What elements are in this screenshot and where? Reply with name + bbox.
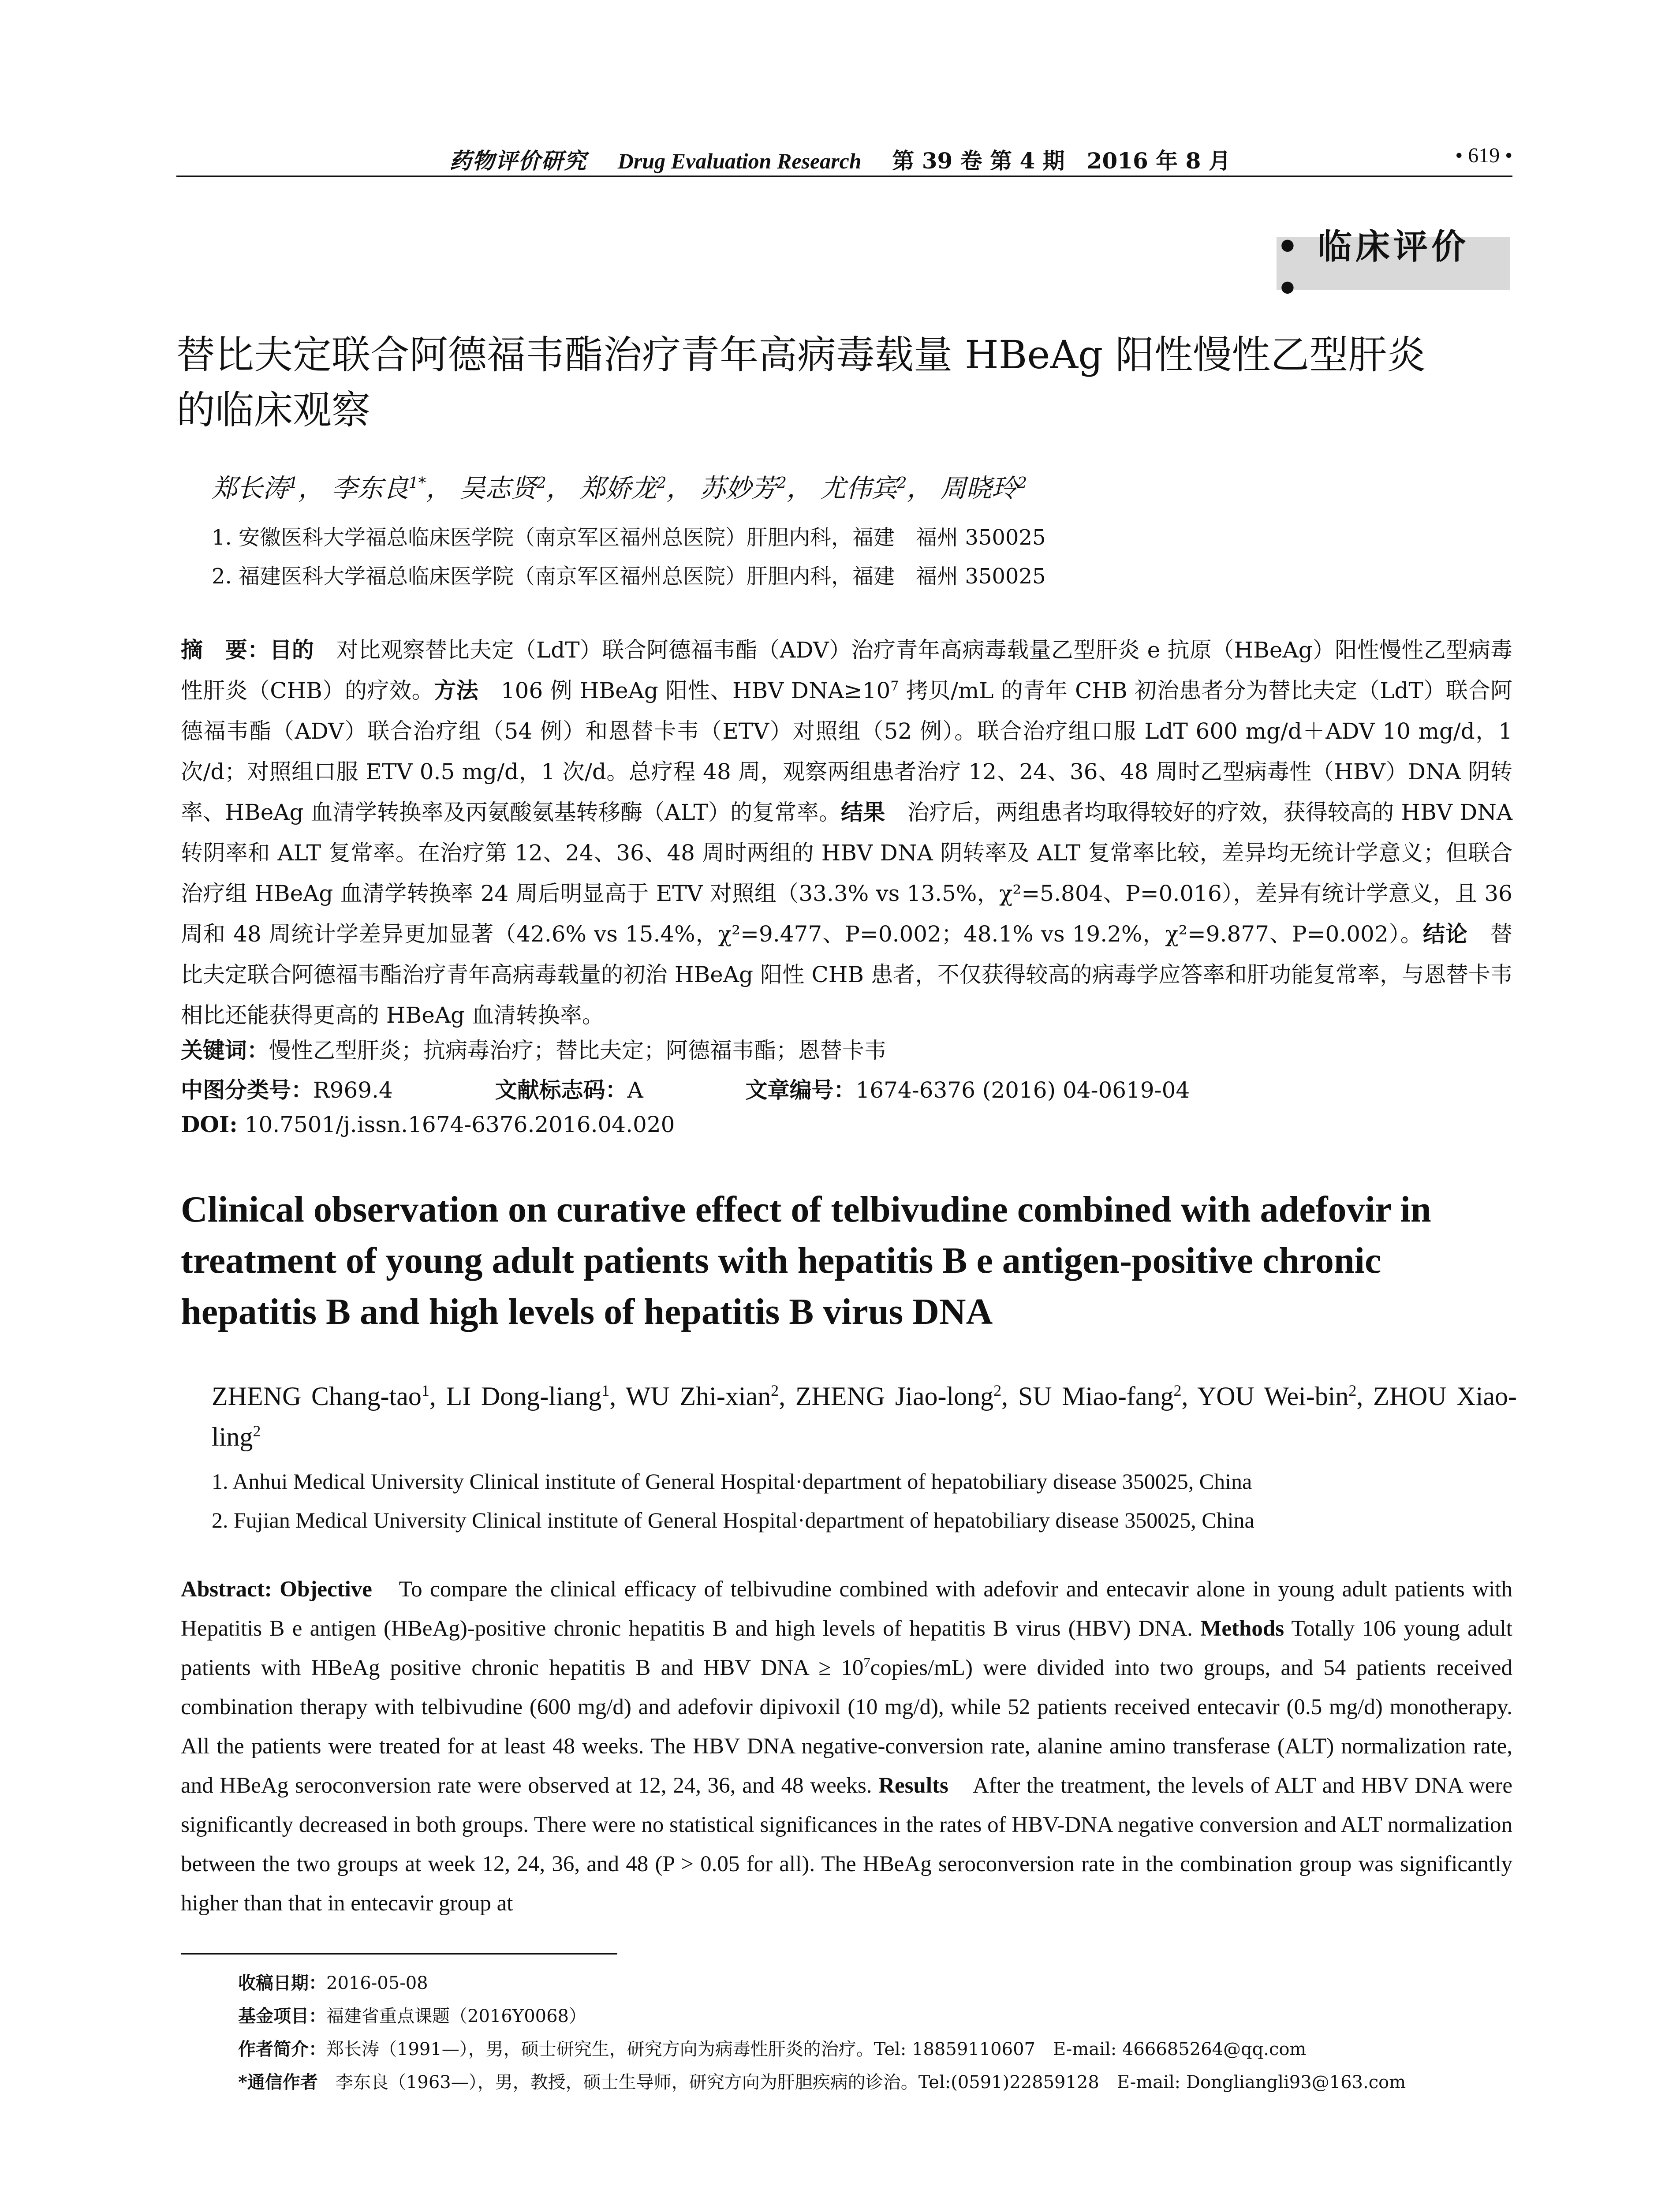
en-title bbox=[181, 1184, 1526, 1338]
running-header bbox=[0, 143, 1680, 175]
classification-row: 中图分类号：R969.4 文献标志码：A 文章编号：1674-6376 (2016) 04-0619-04 bbox=[181, 1077, 1190, 1103]
header-rule bbox=[176, 176, 1512, 177]
cn-title-line: 替比夫定联合阿德福韦酯治疗青年高病毒载量 HBeAg 阳性慢性乙型肝炎 bbox=[176, 332, 1426, 377]
en-affiliation: 2. Fujian Medical University Clinical institute of General Hospital·department of hepatobiliary disease 350025, China bbox=[212, 1508, 1254, 1532]
section-tag: • 临床评价 • bbox=[1277, 237, 1510, 290]
journal-name-en: Drug Evaluation Research bbox=[617, 149, 862, 173]
footnote-rule bbox=[181, 1953, 617, 1955]
footnote-received: 收稿日期：2016-05-08 bbox=[238, 1973, 428, 1993]
cn-title-line: 的临床观察 bbox=[176, 387, 371, 433]
cn-affiliation: 2. 福建医科大学福总临床医学院（南京军区福州总医院）肝胆内科，福建 福州 350025 bbox=[212, 564, 1046, 589]
journal-logo: 药物评价研究 bbox=[449, 148, 587, 174]
author: 周晓玲 bbox=[940, 473, 1017, 503]
doi: DOI: 10.7501/j.issn.1674-6376.2016.04.020 bbox=[181, 1111, 675, 1137]
en-title-line: hepatitis B and high levels of hepatitis B virus DNA bbox=[181, 1291, 993, 1332]
footnote-fund: 基金项目：福建省重点课题（2016Y0068） bbox=[238, 2006, 586, 2026]
keywords: 关键词：慢性乙型肝炎；抗病毒治疗；替比夫定；阿德福韦酯；恩替卡韦 bbox=[181, 1037, 886, 1063]
issue-info: 第 39 卷 第 4 期 2016 年 8 月 bbox=[892, 148, 1231, 174]
author: 苏妙芳 bbox=[700, 473, 777, 503]
en-abstract: Abstract: Objective To compare the clinical efficacy of telbivudine combined with adefovir and entecavir alone in young adult patients with Hepatitis B e antigen (HBeAg)-positive chronic hepatitis B and high levels of hepatitis B virus (HBV) DNA. Methods Totally 106 young adult patients with HBeAg positive chronic hepatitis B and HBV DNA ≥ $10^7copies/mL$) were divided into two groups, and 54 patients received combination therapy with telbivudine (600 mg/d) and adefovir dipivoxil (10 mg/d), while 52 patients received entecavir (0.5 mg/d) monotherapy. All the patients were treated for at least 48 weeks. The HBV DNA negative-conversion rate, alanine amino transferase (ALT) normalization rate, and HBeAg seroconversion rate were observed at 12, 24, 36, and 48 weeks. Results After the treatment, the levels of ALT and HBV DNA were significantly decreased in both groups. There were no statistical significances in the rates of HBV-DNA negative conversion and ALT normalization between the two groups at week 12, 24, 36, and 48 (P > 0.05 for all). The HBeAg seroconversion rate in the combination group was significantly higher than that in entecavir group at bbox=[181, 1577, 1512, 1916]
author: 郑长涛 bbox=[212, 473, 289, 503]
author: 李东良 bbox=[332, 473, 409, 503]
en-authors: ZHENG Chang-tao$^1$, LI Dong-liang$^1$, WU Zhi-xian$^2$, ZHENG Jiao-long$^2$, SU Miao-fang$^2$, YOU Wei-bin$^2$, ZHOU Xiao-ling$^2$ bbox=[212, 1382, 1517, 1451]
en-affiliation: 1. Anhui Medical University Clinical institute of General Hospital·department of hepatobiliary disease 350025, China bbox=[212, 1469, 1252, 1494]
author: 郑娇龙 bbox=[580, 473, 657, 503]
cn-abstract: 摘 要：目的 对比观察替比夫定（LdT）联合阿德福韦酯（ADV）治疗青年高病毒载量乙型肝炎 e 抗原（HBeAg）阳性慢性乙型病毒性肝炎（CHB）的疗效。方法 106 例 HBeAg 阳性、HBV $DNA\ge 10^7$ 拷贝/mL 的青年 CHB 初治患者分为替比夫定（LdT）联合阿德福韦酯（ADV）联合治疗组（54 例）和恩替卡韦（ETV）对照组（52 例）。联合治疗组口服 LdT 600 mg/d＋ADV 10 mg/d，1 次/d；对照组口服 ETV 0.5 mg/d，1 次/d。总疗程 48 周，观察两组患者治疗 12、24、36、48 周时乙型病毒性（HBV）DNA 阴转率、HBeAg 血清学转换率及丙氨酸氨基转移酶（ALT）的复常率。结果 治疗后，两组患者均取得较好的疗效，获得较高的 HBV DNA 转阴率和 ALT 复常率。在治疗第 12、24、36、48 周时两组的 HBV DNA 阴转率及 ALT 复常率比较，差异均无统计学意义；但联合治疗组 HBeAg 血清学转换率 24 周后明显高于 ETV 对照组（33.3% vs 13.5%，χ²=5.804、P=0.016），差异有统计学意义，且 36 周和 48 周统计学差异更加显著（42.6% vs 15.4%，χ²=9.477、P=0.002；48.1% vs 19.2%，χ²=9.877、P=0.002）。结论 替比夫定联合阿德福韦酯治疗青年高病毒载量的初治 HBeAg 阳性 CHB 患者，不仅获得较高的病毒学应答率和肝功能复常率，与恩替卡韦相比还能获得更高的 HBeAg 血清转换率。 bbox=[181, 637, 1513, 1028]
author: 吴志贤 bbox=[459, 473, 537, 503]
cn-affiliation: 1. 安徽医科大学福总临床医学院（南京军区福州总医院）肝胆内科，福建 福州 350025 bbox=[212, 525, 1046, 550]
cn-title bbox=[176, 327, 1521, 437]
cn-authors: 郑长涛$^1$， 李东良$^{1*}$， 吴志贤$^2$， 郑娇龙$^2$， 苏妙芳$^2$， 尤伟宾$^2$， 周晓玲$^2$ bbox=[212, 473, 1027, 503]
author: 尤伟宾 bbox=[820, 473, 897, 503]
en-title-line: Clinical observation on curative effect of telbivudine combined with adefovir in bbox=[181, 1189, 1431, 1230]
footnote-corresponding: *通信作者 李东良（1963—），男，教授，硕士生导师，研究方向为肝胆疾病的诊治。Tel:(0591)22859128 E-mail: Dongliangli93@163.com bbox=[238, 2072, 1406, 2093]
page-number: • 619 • bbox=[1455, 144, 1512, 167]
footnote-author: 作者简介：郑长涛（1991—），男，硕士研究生，研究方向为病毒性肝炎的治疗。Tel: 18859110607 E-mail: 466685264@qq.com bbox=[238, 2039, 1307, 2059]
en-title-line: treatment of young adult patients with hepatitis B e antigen-positive chronic bbox=[181, 1240, 1381, 1281]
